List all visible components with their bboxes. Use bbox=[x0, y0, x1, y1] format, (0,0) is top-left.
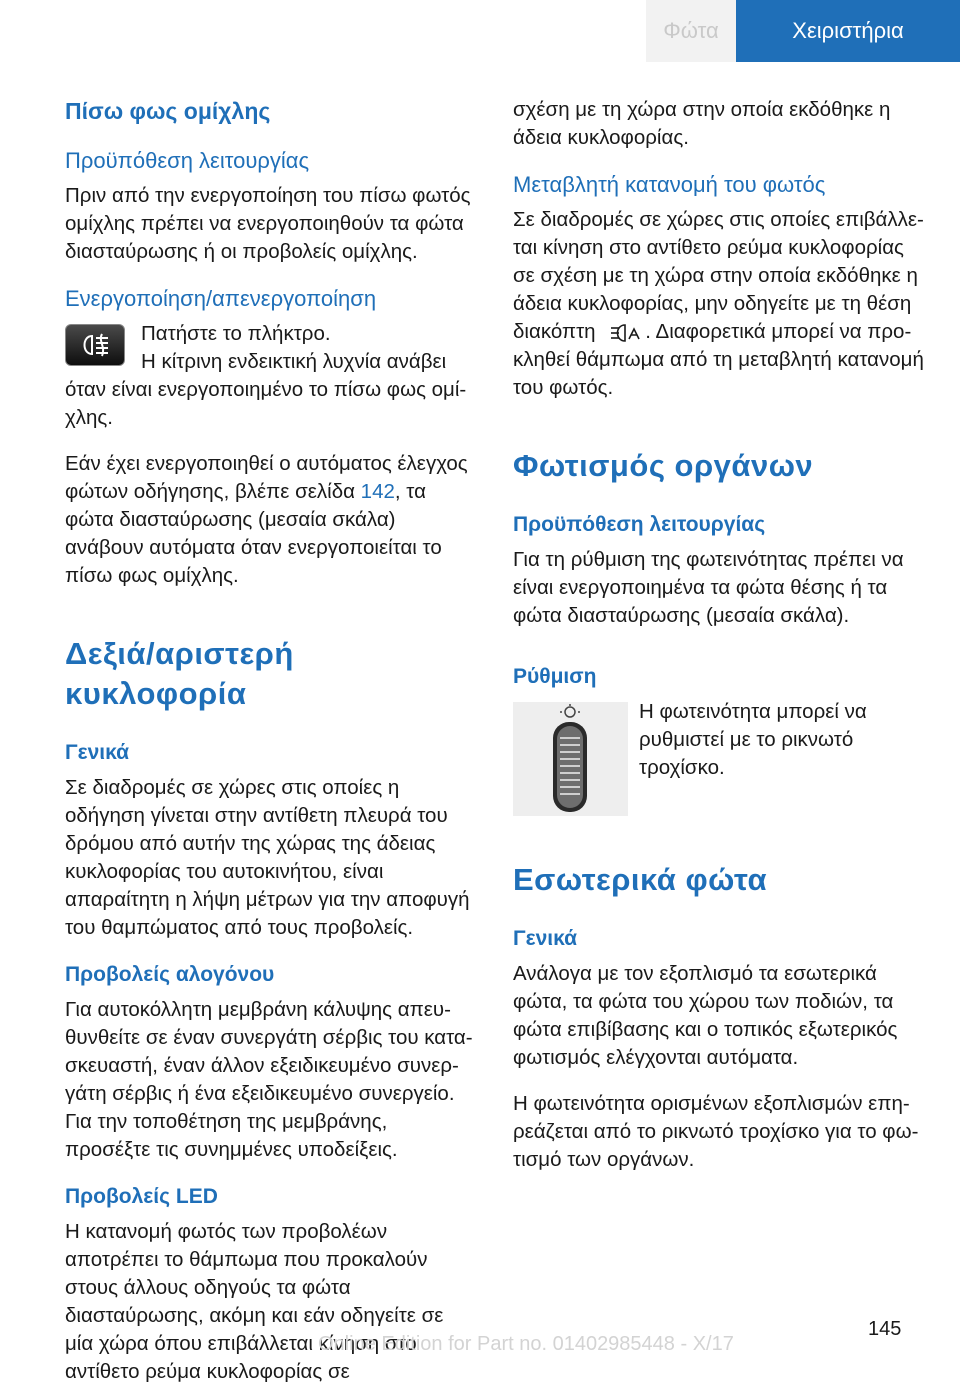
fog-indicator-text-1: Η κίτρινη ενδεικτική λυχνία ανάβει bbox=[141, 350, 447, 373]
led-text-continued: σχέση με τη χώρα στην οποία εκδόθηκε η άδεια κυκλοφορίας. bbox=[513, 98, 891, 149]
fog-onoff-heading: Ενεργοποίηση/απενεργοποίηση bbox=[65, 286, 377, 311]
instr-requirement-text: Για τη ρύθμιση της φωτεινότητας πρέπει να είναι ενεργοποιημένα τα φώτα θέσης ή τα φώτα διασταύρωσης (μεσαία σκάλα). bbox=[513, 548, 904, 627]
interior-general-heading: Γενικά bbox=[513, 927, 578, 950]
instrument-lighting-thumbwheel-icon bbox=[513, 702, 628, 816]
variable-pre: Σε διαδρομές σε χώρες στις οποίες επιβάλλεται κίνηση στο αντίθετο ρεύμα κυκλοφορίας σε σχέση με τη χώρα στην οποία εκδόθηκε η άδεια κυκλοφορίας, μην οδηγείτε με τη θέση διακόπτη bbox=[513, 208, 924, 343]
automatic-headlight-icon bbox=[601, 321, 645, 345]
page-142-link[interactable]: 142 bbox=[360, 480, 395, 503]
fog-auto-pre: Εάν έχει ενεργοποιηθεί ο αυτόματος έλεγχος φώτων οδήγησης, βλέπε σελίδα bbox=[65, 452, 468, 503]
rear-fog-light-button-icon bbox=[65, 324, 125, 366]
instr-requirement-heading: Προϋπόθεση λειτουργίας bbox=[513, 513, 766, 536]
header-tabs bbox=[646, 0, 960, 62]
fog-requirement-heading: Προϋπόθεση λειτουργίας bbox=[65, 148, 310, 173]
halogen-heading: Προβολείς αλογόνου bbox=[65, 963, 275, 986]
interior-text-2: Η φωτεινότητα ορισμένων εξοπλισμών επηρεάζεται από το ρικνωτό τροχίσκο για το φωτισμό των οργάνων. bbox=[513, 1092, 919, 1171]
fog-auto-paragraph bbox=[65, 450, 477, 590]
halogen-text: Για αυτοκόλλητη μεμβράνη κάλυψης απευθυνθείτε σε έναν συνεργάτη σέρβις του κατασκευαστή, έναν άλλον εξειδικευμένο συνεργάτη σέρβις ή ένα εξειδικευμένο συνεργείο. Για την τοποθέτηση της μεμβράνης, προσέξτε τις συνημμένες υποδείξεις. bbox=[65, 998, 473, 1161]
left-column bbox=[65, 96, 477, 1386]
tab-lights[interactable]: Φώτα bbox=[646, 0, 736, 62]
variable-light-heading: Μεταβλητή κατανομή του φωτός bbox=[513, 172, 826, 197]
adjustment-heading: Ρύθμιση bbox=[513, 665, 597, 688]
interior-text-1: Ανάλογα με τον εξοπλισμό τα εσωτερικά φώτα, τα φώτα του χώρου των ποδιών, τα φώτα επιβίβασης και ο τοπικός εξωτερικός φωτισμός ελέγχονται αυτόματα. bbox=[513, 962, 898, 1069]
led-text: Η κατανομή φωτός των προβολέων αποτρέπει το θάμπωμα που προκαλούν στους άλλους οδηγούς τα φώτα διασταύρωσης, ακόμη και εάν οδηγείτε σε μία χώρα όπου επιβάλλεται κίνηση στο αντίθετο ρεύμα κυκλοφορίας σε bbox=[65, 1220, 444, 1383]
variable-light-text bbox=[513, 206, 927, 402]
fog-auto-post: , τα φώτα διασταύρωσης (μεσαία σκάλα) ανάβουν αυτόματα όταν ενεργοποιείται το πίσω φως ομίχλης. bbox=[65, 480, 442, 587]
fog-indicator-text-2: όταν είναι ενεργοποιημένο το πίσω φως ομίχλης. bbox=[65, 378, 467, 429]
page-number: 145 bbox=[868, 1318, 902, 1340]
fog-requirement-text: Πριν από την ενεργοποίηση του πίσω φωτός ομίχλης πρέπει να ενεργοποιηθούν τα φώτα διασταύρωσης ή οι προβολείς ομίχλης. bbox=[65, 184, 471, 263]
variable-post: . Διαφορετικά μπορεί να προκληθεί θάμπωμα από τη μεταβλητή κατανομή του φωτός. bbox=[513, 320, 924, 399]
rear-fog-light-heading: Πίσω φως ομίχλης bbox=[65, 98, 271, 124]
thumbwheel-block bbox=[513, 698, 927, 816]
edition-note: Online Edition for Part no. 01402985448 - X/17 bbox=[318, 1333, 734, 1355]
adjustment-text: Η φωτεινότητα μπορεί να ρυθμιστεί με το ρικνωτό τροχίσκο. bbox=[639, 700, 867, 779]
fog-button-block bbox=[65, 320, 477, 376]
instrument-lighting-heading: Φωτισμός οργάνων bbox=[513, 448, 814, 483]
fog-press-text: Πατήστε το πλήκτρο. bbox=[141, 322, 331, 345]
interior-lights-heading: Εσωτερικά φώτα bbox=[513, 862, 768, 897]
right-column bbox=[513, 96, 927, 1174]
led-heading: Προβολείς LED bbox=[65, 1185, 218, 1208]
general-heading: Γενικά bbox=[65, 741, 130, 764]
general-text: Σε διαδρομές σε χώρες στις οποίες η οδήγηση γίνεται στην αντίθετη πλευρά του δρόμου από αυτήν της χώρας της άδειας κυκλοφορίας του αυτοκινήτου, είναι απαραίτητη η λήψη μέτρων για την αποφυγή του θαμπώματος από τους προβολείς. bbox=[65, 776, 470, 939]
traffic-heading: Δεξιά/αριστερή κυκλοφορία bbox=[65, 636, 294, 711]
tab-controls[interactable]: Χειριστήρια bbox=[736, 0, 960, 62]
